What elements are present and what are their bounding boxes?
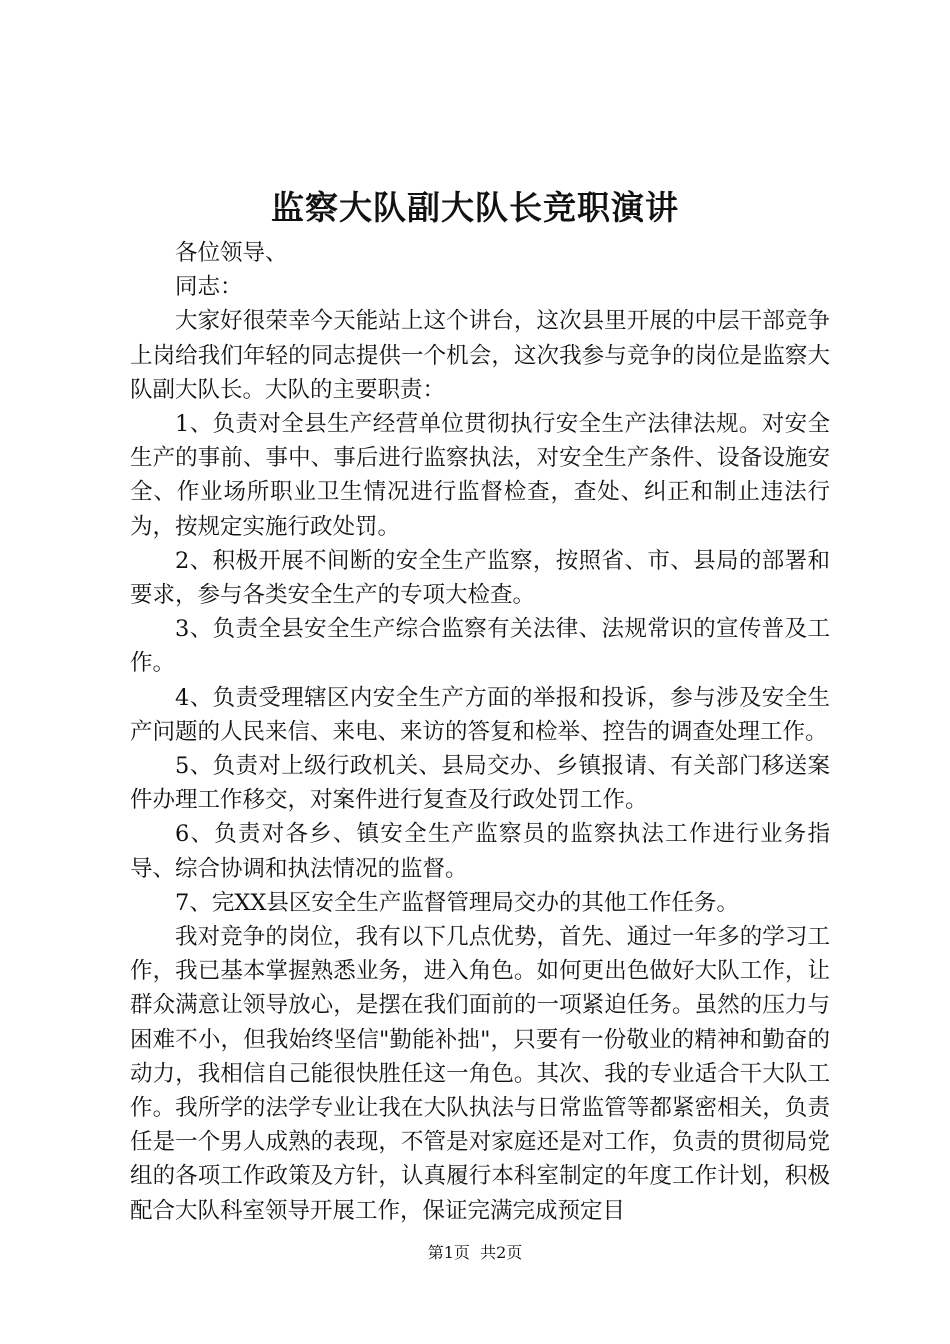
- duty-item-4: 4、负责受理辖区内安全生产方面的举报和投诉，参与涉及安全生产问题的人民来信、来电、来访的答复和检举、控告的调查处理工作。: [130, 684, 830, 745]
- duty-item-7: 7、完XX县区安全生产监督管理局交办的其他工作任务。: [175, 889, 739, 916]
- duty-item-2: 2、积极开展不间断的安全生产监察，按照省、市、县局的部署和要求，参与各类安全生产的专项大检查。: [130, 547, 830, 609]
- page-number-total: 共2页: [480, 1243, 523, 1262]
- page-number-current: 第1页: [427, 1243, 470, 1262]
- document-title: 监察大队副大队长竞职演讲: [271, 188, 679, 227]
- salutation-line: 同志：: [175, 274, 243, 301]
- intro-paragraph: 大家好很荣幸今天能站上这个讲台，这次县里开展的中层干部竞争上岗给我们年轻的同志提供一个机会，这次我参与竞争的岗位是监察大队副大队长。大队的主要职责：: [130, 308, 830, 403]
- duty-item-6: 6、负责对各乡、镇安全生产监察员的监察执法工作进行业务指导、综合协调和执法情况的监督。: [130, 821, 830, 882]
- duty-item-3: 3、负责全县安全生产综合监察有关法律、法规常识的宣传普及工作。: [130, 616, 830, 677]
- duty-item-5: 5、负责对上级行政机关、县局交办、乡镇报请、有关部门移送案件办理工作移交，对案件进行复查及行政处罚工作。: [130, 753, 830, 814]
- document-body: [130, 236, 830, 1228]
- advantages-paragraph: 我对竞争的岗位，我有以下几点优势，首先、通过一年多的学习工作，我已基本掌握熟悉业务，进入角色。如何更出色做好大队工作，让群众满意让领导放心，是摆在我们面前的一项紧迫任务。虽然的压力与困难不小，但我始终坚信"勤能补拙"，只要有一份敬业的精神和勤奋的动力，我相信自己能很快胜任这一角色。其次、我的专业适合干大队工作。我所学的法学专业让我在大队执法与日常监管等都紧密相关，负责任是一个男人成熟的表现，不管是对家庭还是对工作，负责的贯彻局党组的各项工作政策及方针，认真履行本科室制定的年度工作计划，积极配合大队科室领导开展工作，保证完满完成预定目: [130, 924, 830, 1224]
- duty-item-1: 1、负责对全县生产经营单位贯彻执行安全生产法律法规。对安全生产的事前、事中、事后进行监察执法，对安全生产条件、设备设施安全、作业场所职业卫生情况进行监督检查，查处、纠正和制止违法行为，按规定实施行政处罚。: [130, 411, 830, 540]
- footer-gap: [470, 1243, 480, 1262]
- salutation-line: 各位领导、: [175, 240, 288, 266]
- page-footer: [0, 1241, 950, 1265]
